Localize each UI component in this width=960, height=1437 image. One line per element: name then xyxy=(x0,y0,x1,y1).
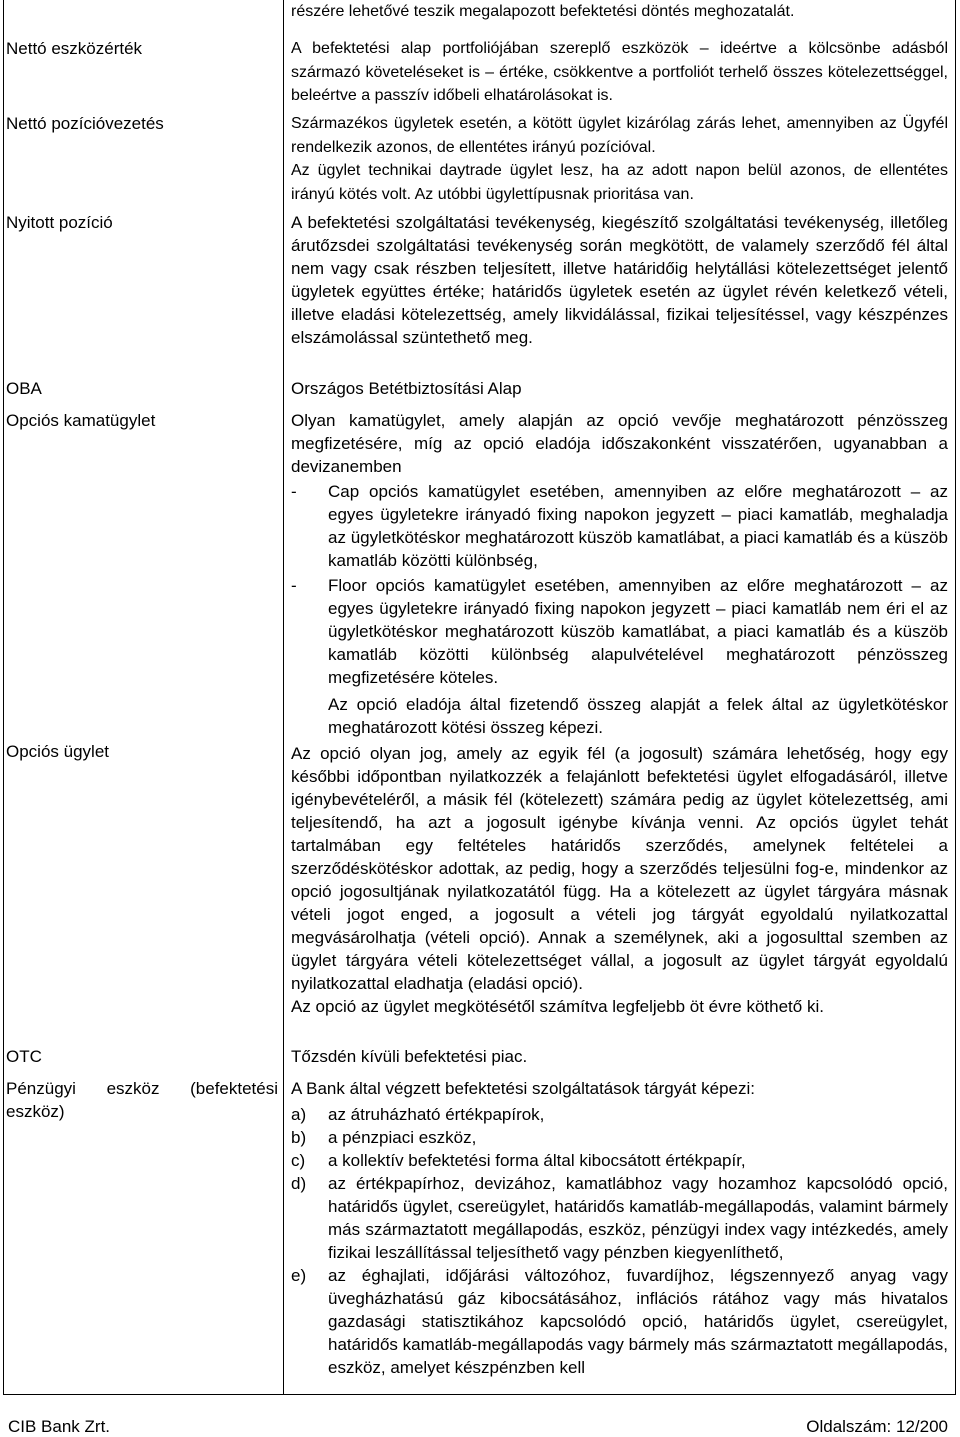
term-opcios-kamatugylet: Opciós kamatügylet xyxy=(6,411,156,430)
list-marker: d) xyxy=(291,1174,307,1193)
definition-paragraph: Az opció az ügylet megkötésétől számítva legfeljebb öt évre köthető ki. xyxy=(291,997,824,1016)
definition-nyitott-pozicio xyxy=(291,211,948,349)
column-divider xyxy=(283,0,284,1394)
term-netto-poziciovezetes: Nettó pozícióvezetés xyxy=(6,114,164,133)
list-item xyxy=(291,1126,948,1149)
definition-intro: A Bank által végzett befektetési szolgáltatások tárgyát képezi: xyxy=(291,1079,755,1098)
footer-page-number: Oldalszám: 12/200 xyxy=(806,1417,948,1436)
definition-paragraph: Az ügylet technikai daytrade ügylet lesz, ha az adott napon belül azonos, de ellentétes irányú kötés volt. Az utóbbi ügylettípusnak prioritása van. xyxy=(291,162,948,203)
list-item-text: Cap opciós kamatügylet esetében, amennyiben az előre meghatározott – az egyes ügyletekre irányadó fixing napokon jegyzett – piaci kamatláb, meghaladja az ügyletkötéskor meghatározott küszöb kamatlábat, a piaci kamatláb és a küszöb kamatláb közötti különbség, xyxy=(328,482,948,570)
term-oba: OBA xyxy=(6,379,42,398)
continuation-text xyxy=(291,0,948,24)
definition-text: Országos Betétbiztosítási Alap xyxy=(291,379,522,398)
definition-otc xyxy=(291,1045,948,1068)
definition-intro: Olyan kamatügylet, amely alapján az opció vevője meghatározott pénzösszeg megfizetésére, míg az opció eladója időszakonként visszatérően, ugyanabban a devizanemben xyxy=(291,411,948,476)
list-item xyxy=(291,1149,948,1172)
list-marker: - xyxy=(291,576,297,595)
definition-opcios-kamatugylet xyxy=(291,409,948,739)
list-item-text: az átruházható értékpapírok, xyxy=(328,1105,545,1124)
term-penzugyi-eszkoz: Pénzügyi eszköz (befektetési eszköz) xyxy=(6,1079,278,1121)
list-marker: e) xyxy=(291,1266,307,1285)
definition-netto-poziciovezetes xyxy=(291,112,948,206)
list-item xyxy=(291,480,948,572)
term-nyitott-pozicio: Nyitott pozíció xyxy=(6,213,113,232)
list-item xyxy=(291,1172,948,1264)
continuation-line: részére lehetővé teszik megalapozott befektetési döntés meghozatalát. xyxy=(291,3,795,20)
definition-text: A befektetési alap portfoliójában szereplő eszközök – ideértve a kölcsönbe adásból származó követeléseket is – értéke, csökkentve a portfoliót terhelő összes kötelezettséggel, beleértve a passzív időbeli elhatárolásokat is. xyxy=(291,40,948,104)
definition-opcios-ugylet xyxy=(291,742,948,1018)
list-marker: a) xyxy=(291,1105,307,1124)
list-item-text: Floor opciós kamatügylet esetében, amennyiben az előre meghatározott – az egyes ügyletekre irányadó fixing napokon jegyzett – piaci kamatláb nem éri el az ügyletkötéskor meghatározott küszöb kamatlábat, a piaci kamatláb és a küszöb kamatláb közötti különbség alapulvételével meghatározott pénzösszeg megfizetésére köteles. xyxy=(328,576,948,687)
list-item-text: a pénzpiaci eszköz, xyxy=(328,1128,477,1147)
term-otc: OTC xyxy=(6,1047,42,1066)
closing-paragraph xyxy=(291,693,948,739)
list-item-text: az értékpapírhoz, devizához, kamatlábhoz vagy hozamhoz kapcsolódó opció, határidős ügylet, csereügylet, határidős kamatláb-megállapodás, valamint bármely más származtatott megállapodás, eszköz, pénzügyi index vagy intézkedés, amely fizikai leszállítással teljesíthető vagy pénzben kiegyenlíthető, xyxy=(328,1174,948,1262)
list-item-text: a kollektív befektetési forma által kibocsátott értékpapír, xyxy=(328,1151,746,1170)
definition-paragraph: Az opció olyan jog, amely az egyik fél (a jogosult) számára lehetőség, hogy egy későbbi időpontban nyilatkozzék a felajánlott befektetési ügylet elfogadásáról, illetve igénybevételéről, a másik fél (kötelezett) számára pedig az ügylet kötelezettség, ami teljesítendő, ha azt a jogosult igénybe kívánja venni. Az opciós ügylet tehát tartalmában egy feltételes határidős szerződés, amelynek feltételei a szerződéskötéskor adottak, az pedig, hogy a szerződés teljesülni fog-e, mindenkor az opció jogosultjának nyilatkozatától függ. Ha a kötelezett az ügylet tárgyára másnak vételi jogot enged, a jogosult a vételi jog tárgyát egyoldalú nyilatkozattal megvásárolhatja (vételi opció). Annak a személynek, aki a jogosulttal szemben az ügylet tárgyára vételi kötelezettséget vállal, a jogosult az ügylet tárgyát egyoldalú nyilatkozattal eladhatja (eladási opció). xyxy=(291,744,948,993)
list-marker: c) xyxy=(291,1151,306,1170)
definition-text: A befektetési szolgáltatási tevékenység, kiegészítő szolgáltatási tevékenység, illetőleg árutőzsdei szolgáltatási tevékenység során megkötött, de valamely szerződő fél által nem vagy csak részben teljesített, illetve határidőig helytállási kötelezettséget jelentő ügyletek együttes értéke; határidős ügyletek esetén az ügylet révén keletkező vételi, illetve eladási kötelezettség, amely likvidálással, fizikai teljesítéssel, vagy készpénzes elszámolással szüntethető meg. xyxy=(291,213,948,347)
term-netto-eszkozertek: Nettó eszközérték xyxy=(6,39,143,58)
list-item-text: az éghajlati, időjárási változóhoz, fuvardíjhoz, légszennyező anyag vagy üvegházhatású gáz kibocsátásához, inflációs rátához vagy más hivatalos gazdasági statisztikához kapcsolódó opció, határidős ügylet, csereügylet, határidős kamatláb-megállapodás vagy bármely más származtatott megállapodás, eszköz, amelyet készpénzben kell xyxy=(328,1266,948,1377)
list-marker: b) xyxy=(291,1128,307,1147)
list-item xyxy=(291,1264,948,1379)
definition-oba xyxy=(291,377,948,400)
closing-text: Az opció eladója által fizetendő összeg alapját a felek által az ügyletkötéskor meghatározott kötési összeg képezi. xyxy=(328,695,948,737)
definition-paragraph: Származékos ügyletek esetén, a kötött ügylet kizárólag zárás lehet, amennyiben az Ügyfél rendelkezik azonos, de ellentétes irányú pozícióval. xyxy=(291,115,948,156)
definition-penzugyi-eszkoz xyxy=(291,1077,948,1379)
definition-netto-eszkozertek xyxy=(291,37,948,108)
definition-text: Tőzsdén kívüli befektetési piac. xyxy=(291,1047,528,1066)
footer-company: CIB Bank Zrt. xyxy=(8,1417,111,1436)
list-item xyxy=(291,574,948,689)
term-opcios-ugylet: Opciós ügylet xyxy=(6,742,109,761)
list-marker: - xyxy=(291,482,297,501)
list-item xyxy=(291,1103,948,1126)
